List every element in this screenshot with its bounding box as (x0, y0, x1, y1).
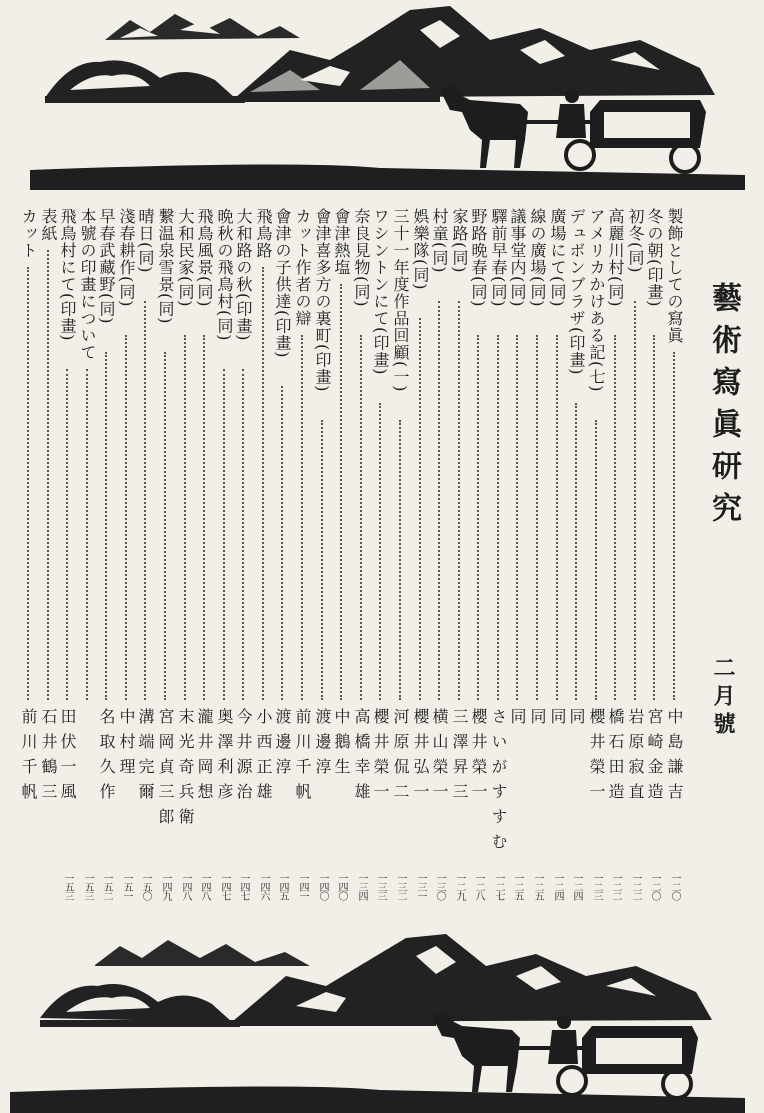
toc-entry-page: 一二二 (610, 873, 621, 900)
toc-entry-page: 一三四 (356, 873, 367, 900)
toc-entry-page: 一二二 (630, 873, 641, 900)
toc-entry-title: 晴日(同) (136, 208, 155, 274)
toc-entry (194, 208, 214, 898)
toc-entry-author: 同 (508, 708, 527, 733)
toc-dotted-leader (497, 335, 499, 700)
toc-entry (566, 208, 586, 898)
toc-dotted-leader (379, 403, 381, 700)
toc-entry-page: 一五三 (82, 873, 93, 900)
toc-entry-author: 石井鶴三 (39, 708, 58, 808)
toc-dotted-leader (184, 335, 186, 700)
toc-entry (468, 208, 488, 898)
toc-entry-author: さいがすすむ (489, 708, 508, 858)
toc-entry-page: 一四〇 (336, 873, 347, 900)
toc-dotted-leader (281, 386, 283, 700)
header-woodcut-illustration (0, 0, 764, 195)
toc-entry-page: 一四八 (180, 873, 191, 900)
toc-entry (253, 208, 273, 898)
toc-entry-author: 櫻井弘一 (411, 708, 430, 808)
toc-entry (429, 208, 449, 898)
toc-entry (527, 208, 547, 898)
toc-entry-page: 一二三 (591, 873, 602, 900)
toc-entry (292, 208, 312, 898)
toc-entry-title: デュボンブラザ(印畫) (567, 208, 586, 376)
toc-entry (390, 208, 410, 898)
toc-entry-title: 大和民家(同) (176, 208, 195, 308)
toc-entry-title: 野路晩春(同) (469, 208, 488, 308)
toc-dotted-leader (556, 335, 558, 700)
toc-entry-page: 一五三 (62, 873, 73, 900)
toc-entry (370, 208, 390, 898)
toc-dotted-leader (477, 335, 479, 700)
toc-entry-page: 一五〇 (140, 873, 151, 900)
toc-entry-title: 飛鳥風景(同) (195, 208, 214, 308)
toc-entry-author: 名取久作 (97, 708, 116, 808)
toc-dotted-leader (321, 420, 323, 700)
toc-entry-page: 一二〇 (649, 873, 660, 900)
toc-entry-author: 横山榮一 (430, 708, 449, 808)
toc-entry-title: 飛鳥路 (254, 208, 273, 259)
toc-entry-title: 晩秋の飛鳥村(同) (215, 208, 234, 342)
toc-entry-title: 奈良見物(同) (352, 208, 371, 308)
toc-entry-title: 三十一年度作品回顧(一) (391, 208, 410, 393)
toc-dotted-leader (595, 420, 597, 700)
toc-entry-page (18, 873, 38, 903)
toc-entry (96, 208, 116, 898)
toc-entry-page: 一二五 (512, 873, 523, 900)
toc-entry-title: 淺春耕作(同) (117, 208, 136, 308)
toc-entry-author: 溝端完爾 (136, 708, 155, 808)
toc-entry-title: 製飾としての寫眞 (665, 208, 684, 344)
toc-entry-author: 末光奇兵衛 (176, 708, 195, 833)
toc-entry-author: 櫻井榮一 (371, 708, 390, 808)
toc-entry-title: 驛前早春(同) (489, 208, 508, 308)
toc-entry-page: 一三二 (395, 873, 406, 900)
toc-entry (488, 208, 508, 898)
toc-entry-page (38, 873, 58, 903)
toc-entry-title: 家路(同) (450, 208, 469, 274)
toc-entry-title: 早春武藏野(同) (97, 208, 116, 325)
toc-entry-page: 一五二 (101, 873, 112, 900)
toc-entry (38, 208, 58, 898)
toc-entry-page: 一二四 (552, 873, 563, 900)
toc-dotted-leader (262, 267, 264, 700)
toc-entry (272, 208, 292, 898)
toc-entry-author: 岩原寂直 (626, 708, 645, 808)
toc-entry-author: 中島謙吉 (665, 708, 684, 808)
toc-entry (605, 208, 625, 898)
toc-entry (507, 208, 527, 898)
toc-entry-title: 初冬(同) (626, 208, 645, 274)
toc-entry-page: 一五一 (121, 873, 132, 900)
issue-label: 二月號 (710, 656, 736, 740)
toc-entry (135, 208, 155, 898)
toc-dotted-leader (536, 335, 538, 700)
toc-entry-title: ワシントンにて(印畫) (371, 208, 390, 376)
toc-dotted-leader (653, 335, 655, 700)
toc-entry (664, 208, 684, 898)
toc-dotted-leader (27, 267, 29, 700)
toc-entry-title: カット作者の辯 (293, 208, 312, 327)
toc-entry-title: 會津喜多方の裏町(印畫) (313, 208, 332, 393)
toc-entry (331, 208, 351, 898)
toc-entry (586, 208, 606, 898)
toc-dotted-leader (125, 335, 127, 700)
toc-entry (116, 208, 136, 898)
toc-dotted-leader (203, 335, 205, 700)
toc-entry (18, 208, 38, 898)
toc-entry-author: 同 (528, 708, 547, 733)
toc-entry (77, 208, 97, 898)
toc-dotted-leader (242, 369, 244, 700)
toc-dotted-leader (340, 284, 342, 700)
toc-entry-author: 瀧井岡想 (195, 708, 214, 808)
toc-entry-title: 大和路の秋(印畫) (234, 208, 253, 342)
toc-entry-page: 一四九 (160, 873, 171, 900)
toc-entry-author: 高橋幸雄 (352, 708, 371, 808)
toc-entry-author: 中村理 (117, 708, 136, 783)
toc-entry (351, 208, 371, 898)
toc-entry-author (77, 708, 97, 878)
toc-dotted-leader (419, 318, 421, 700)
toc-entry-title: 廣場にて(同) (548, 208, 567, 308)
toc-entry (449, 208, 469, 898)
toc-entry-title: 繋温泉雪景(同) (156, 208, 175, 325)
toc-entry (155, 208, 175, 898)
toc-entry-page: 一二五 (532, 873, 543, 900)
toc-entry-author: 小西正雄 (254, 708, 273, 808)
toc-entry-author: 前川千帆 (19, 708, 38, 808)
toc-entry-page: 一四七 (238, 873, 249, 900)
toc-entry-page: 一四一 (297, 873, 308, 900)
toc-dotted-leader (673, 352, 675, 700)
toc-entry-title: 娯樂隊(同) (411, 208, 430, 291)
toc-entry-author: 三澤昇三 (450, 708, 469, 808)
toc-entry-page: 一三三 (375, 873, 386, 900)
toc-dotted-leader (105, 352, 107, 700)
toc-dotted-leader (223, 369, 225, 700)
toc-dotted-leader (458, 301, 460, 700)
toc-dotted-leader (47, 250, 49, 700)
toc-entry (410, 208, 430, 898)
toc-dotted-leader (144, 301, 146, 700)
toc-entry (312, 208, 332, 898)
toc-entry-page: 一二〇 (669, 873, 680, 900)
toc-entry-page: 一二九 (454, 873, 465, 900)
toc-dotted-leader (86, 369, 88, 700)
toc-entry-author: 今井源治 (234, 708, 253, 808)
toc-entry-title: 冬の朝(印畫) (645, 208, 664, 308)
toc-dotted-leader (516, 335, 518, 700)
toc-entry (547, 208, 567, 898)
toc-dotted-leader (399, 420, 401, 700)
toc-entry-page: 一四八 (199, 873, 210, 900)
toc-entry-page: 一四五 (277, 873, 288, 900)
toc-entry-author: 渡邊淳 (273, 708, 292, 783)
toc-entry (625, 208, 645, 898)
toc-entry-author: 河原侃二 (391, 708, 410, 808)
toc-entry-page: 一四〇 (317, 873, 328, 900)
toc-entry-title: 村童(同) (430, 208, 449, 274)
toc-dotted-leader (301, 335, 303, 700)
toc-entry-author: 宮岡貞三郎 (156, 708, 175, 833)
toc-entry-page: 一四六 (258, 873, 269, 900)
toc-entry-title: 表紙 (39, 208, 58, 242)
toc-entry-author: 同 (567, 708, 586, 733)
toc-entry-title: 高麗川村(同) (606, 208, 625, 308)
toc-entry (233, 208, 253, 898)
toc-dotted-leader (614, 335, 616, 700)
toc-entry-author: 前川千帆 (293, 708, 312, 808)
toc-entry (644, 208, 664, 898)
toc-entry-author: 櫻井榮一 (587, 708, 606, 808)
toc-entry-page: 一二七 (493, 873, 504, 900)
toc-dotted-leader (164, 352, 166, 700)
toc-entry-page: 一二四 (571, 873, 582, 900)
toc-dotted-leader (634, 301, 636, 700)
toc-entry-author: 渡邊淳 (313, 708, 332, 783)
toc-entry-page: 一三一 (415, 873, 426, 900)
toc-dotted-leader (575, 403, 577, 700)
toc-entry-title: 線の廣場(同) (528, 208, 547, 308)
toc-dotted-leader (360, 335, 362, 700)
toc-entry-author: 櫻井榮一 (469, 708, 488, 808)
toc-entry-author: 同 (548, 708, 567, 733)
toc-entry-title: 飛鳥村にて(印畫) (58, 208, 77, 342)
toc-entry-title: 議事堂内(同) (508, 208, 527, 308)
toc-entry-page: 一四七 (219, 873, 230, 900)
toc-entry-author: 田伏一風 (58, 708, 77, 808)
magazine-title: 藝術寫眞研究 (706, 282, 741, 534)
toc-entry (214, 208, 234, 898)
toc-entry-author: 奥澤利彦 (215, 708, 234, 808)
footer-woodcut-illustration (0, 930, 764, 1113)
toc-entry (57, 208, 77, 898)
toc-entry-author: 橋石田造 (606, 708, 625, 808)
toc-entry-title: 會津熱塩 (332, 208, 351, 276)
toc-entry-page: 一三〇 (434, 873, 445, 900)
toc-entry-title: 本號の印畫について (78, 208, 97, 361)
toc-entry-title: カット (19, 208, 38, 259)
toc-dotted-leader (438, 301, 440, 700)
toc-entry-author: 宮崎金造 (645, 708, 664, 808)
toc-entry-title: 會津の子供達(印畫) (273, 208, 292, 359)
toc-dotted-leader (66, 369, 68, 700)
toc-entry-page: 一二八 (473, 873, 484, 900)
toc-entry (175, 208, 195, 898)
toc-entry-author: 中鵝生 (332, 708, 351, 783)
toc-entry-title: アメリカかけある記(七) (587, 208, 606, 393)
